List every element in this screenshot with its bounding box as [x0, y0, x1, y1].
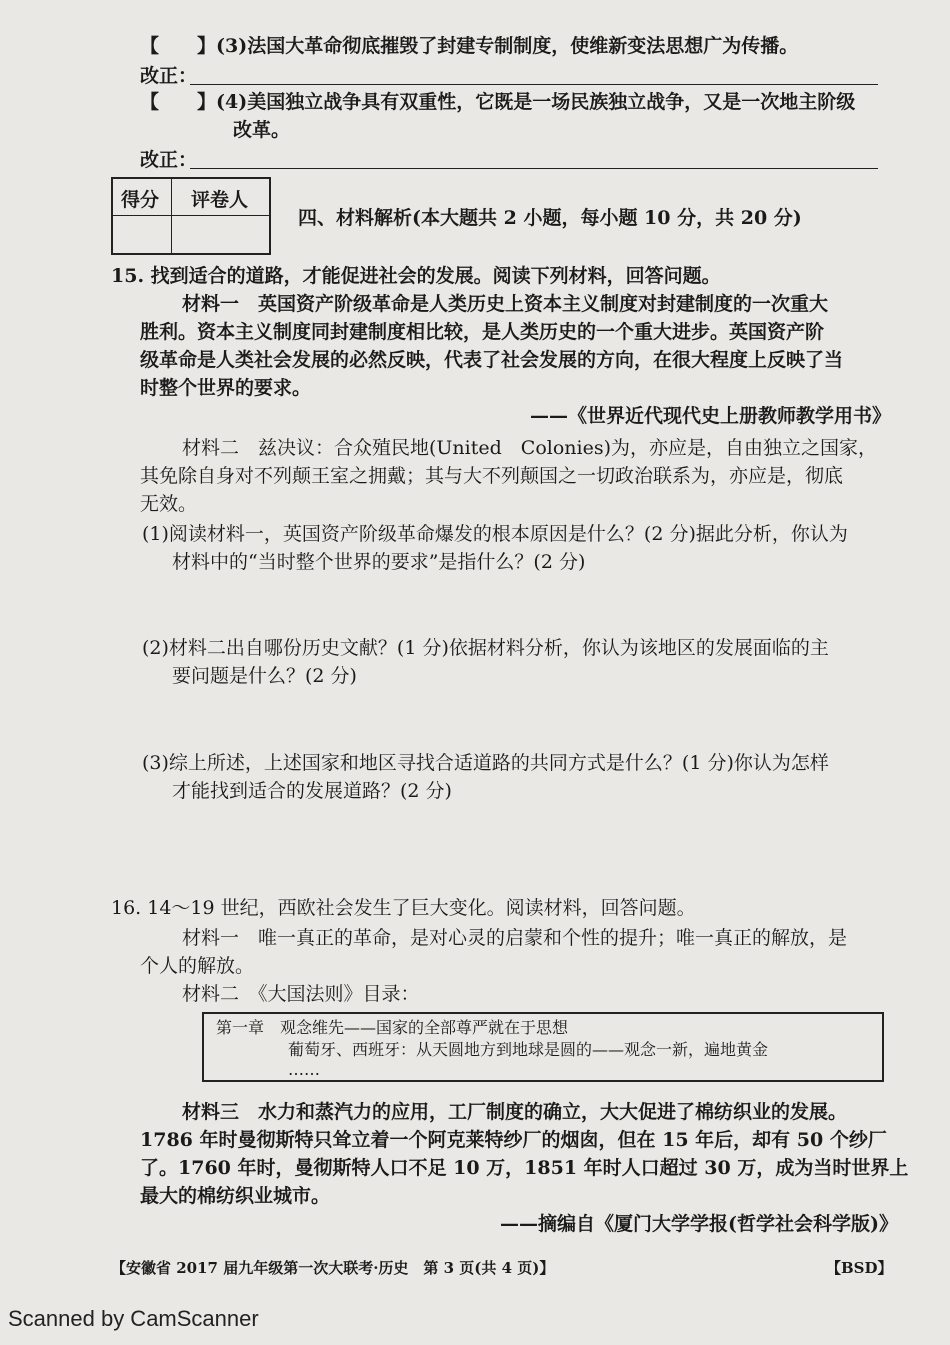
q14-item3: 【 】(3)法国大革命彻底摧毁了封建专制制度，使维新变法思想广为传播。 [140, 35, 799, 57]
q16-intro: 16. 14～19 世纪，西欧社会发生了巨大变化。阅读材料，回答问题。 [111, 897, 696, 919]
q14-item4-line2: 改革。 [233, 119, 291, 141]
page-footer: 【安徽省 2017 届九年级第一次大联考·历史 第 3 页(共 4 页)】 [111, 1259, 555, 1277]
q15-intro: 15. 找到适合的道路，才能促进社会的发展。阅读下列材料，回答问题。 [111, 265, 721, 287]
q15-m1-line: 胜利。资本主义制度同封建制度相比较，是人类历史的一个重大进步。英国资产阶 [140, 321, 825, 343]
q15-question-3-cont: 才能找到适合的发展道路？(2 分) [172, 780, 452, 802]
q15-question-2: (2)材料二出自哪份历史文献？(1 分)依据材料分析，你认为该地区的发展面临的主 [142, 637, 829, 659]
q15-m1-line: 级革命是人类社会发展的必然反映，代表了社会发展的方向，在很大程度上反映了当 [140, 349, 844, 371]
table-of-contents-box [202, 1012, 884, 1082]
q16-m3-line: 了。1760 年时，曼彻斯特人口不足 10 万，1851 年时人口超过 30 万，成为当时世界上 [140, 1157, 909, 1179]
q16-m3-line: 最大的棉纺织业城市。 [140, 1185, 331, 1207]
score-table [111, 177, 271, 255]
answer-line [190, 84, 878, 85]
toc-line: …… [288, 1060, 320, 1079]
q16-m3-source: ——摘编自《厦门大学学报(哲学社会科学版)》 [500, 1213, 898, 1235]
q15-m1-line: 时整个世界的要求。 [140, 377, 312, 399]
q14-item4-fix-label: 改正： [140, 149, 198, 171]
q16-m1-line: 个人的解放。 [140, 955, 255, 977]
q14-item4-line1: 【 】(4)美国独立战争具有双重性，它既是一场民族独立战争，又是一次地主阶级 [140, 91, 856, 113]
table-divider [113, 215, 269, 216]
q15-m1-source: ——《世界近代现代史上册教师教学用书》 [530, 405, 892, 427]
section-title: 四、材料解析(本大题共 2 小题，每小题 10 分，共 20 分) [298, 207, 802, 229]
q14-item3-fix-label: 改正： [140, 65, 198, 87]
table-divider [171, 179, 172, 253]
q16-m3-line: 1786 年时曼彻斯特只耸立着一个阿克莱特纱厂的烟囱，但在 15 年后，却有 50 个纱厂 [140, 1129, 887, 1151]
footer-code: 【BSD】 [826, 1259, 893, 1277]
q15-m2-line: 材料二 兹决议：合众殖民地(United Colonies)为，亦应是，自由独立之国家， [182, 437, 877, 459]
grader-header: 评卷人 [191, 189, 249, 211]
q15-question-3: (3)综上所述，上述国家和地区寻找合适道路的共同方式是什么？(1 分)你认为怎样 [142, 752, 829, 774]
scanner-watermark: Scanned by CamScanner [8, 1306, 259, 1331]
q15-m2-line: 其免除自身对不列颠王室之拥戴；其与大不列颠国之一切政治联系为，亦应是，彻底 [140, 465, 844, 487]
q15-m2-line: 无效。 [140, 493, 198, 515]
q15-question-1: (1)阅读材料一，英国资产阶级革命爆发的根本原因是什么？(2 分)据此分析，你认为 [142, 523, 848, 545]
q16-m2-label: 材料二 《大国法则》目录： [182, 983, 420, 1005]
q16-m1-line: 材料一 唯一真正的革命，是对心灵的启蒙和个性的提升；唯一真正的解放，是 [182, 927, 848, 949]
toc-line: 葡萄牙、西班牙：从天圆地方到地球是圆的——观念一新，遍地黄金 [288, 1040, 769, 1059]
answer-line [190, 168, 878, 169]
q15-question-2-cont: 要问题是什么？(2 分) [172, 665, 357, 687]
q15-question-1-cont: 材料中的“当时整个世界的要求”是指什么？(2 分) [172, 551, 586, 573]
toc-line: 第一章 观念维先——国家的全部尊严就在于思想 [216, 1018, 569, 1037]
q16-m3-line: 材料三 水力和蒸汽力的应用，工厂制度的确立，大大促进了棉纺织业的发展。 [182, 1101, 848, 1123]
q15-m1-line: 材料一 英国资产阶级革命是人类历史上资本主义制度对封建制度的一次重大 [182, 293, 829, 315]
score-header: 得分 [121, 189, 160, 211]
